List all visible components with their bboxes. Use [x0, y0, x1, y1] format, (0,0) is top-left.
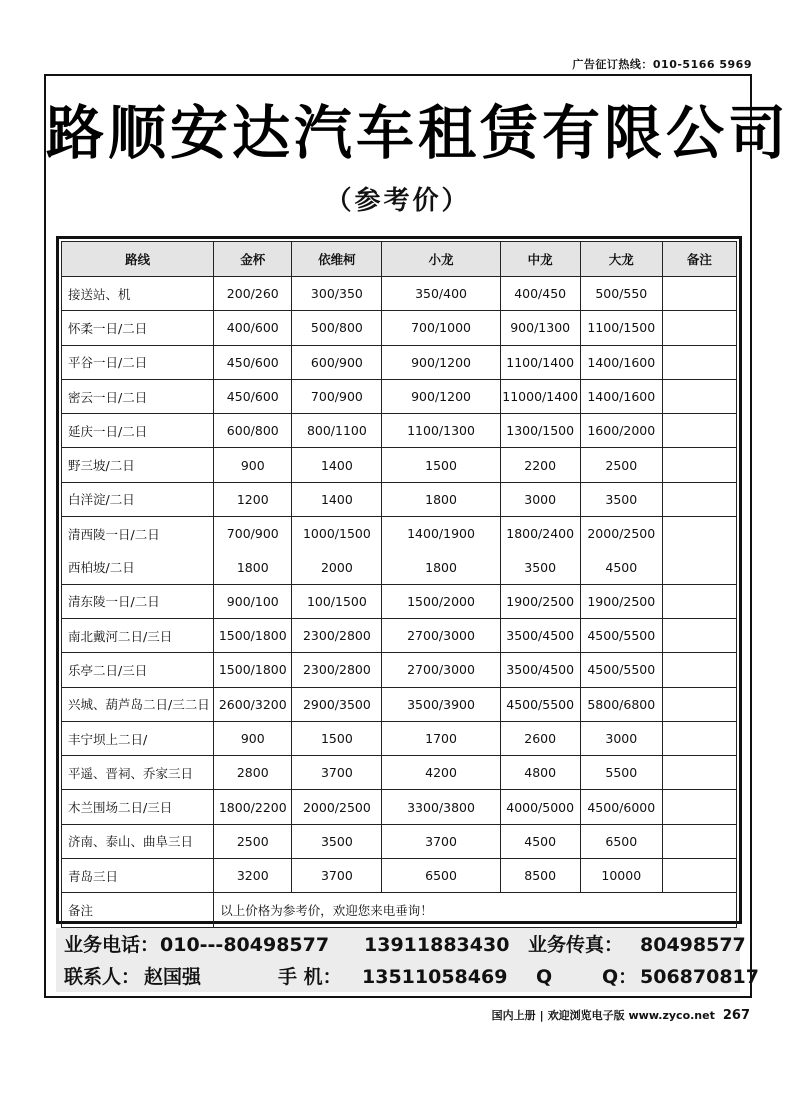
price-subtitle: （参考价）: [325, 186, 471, 216]
price-cell: 6500: [580, 824, 662, 858]
table-row: [62, 859, 737, 893]
price-cell: 1500/2000: [382, 584, 500, 618]
price-cell: 3500/4500: [500, 653, 580, 687]
price-cell: 4200: [382, 756, 500, 790]
price-cell: 2600/3200: [214, 687, 292, 721]
person-label: 联系人：: [64, 966, 141, 988]
table-row: [62, 653, 737, 687]
price-cell: 400/450: [500, 277, 580, 311]
table-row: [62, 687, 737, 721]
person-name: 赵国强: [144, 966, 202, 988]
price-cell: 2000: [292, 550, 382, 584]
price-cell: 3000: [580, 721, 662, 755]
price-cell: 450/600: [214, 379, 292, 413]
route-cell: 青岛三日: [62, 859, 214, 893]
route-cell: 木兰围场二日/三日: [62, 790, 214, 824]
price-cell: 450/600: [214, 345, 292, 379]
price-cell: 700/900: [214, 517, 292, 551]
price-cell: [662, 448, 736, 482]
phone-label: 业务电话：: [64, 934, 160, 956]
price-cell: 2800: [214, 756, 292, 790]
price-cell: 900/1200: [382, 345, 500, 379]
table-row: [62, 414, 737, 448]
price-cell: 1500: [292, 721, 382, 755]
price-cell: [662, 277, 736, 311]
table-row: [62, 618, 737, 652]
table-row: [62, 550, 737, 584]
price-cell: 3000: [500, 482, 580, 516]
price-cell: 1900/2500: [500, 584, 580, 618]
price-cell: 2500: [214, 824, 292, 858]
price-cell: 6500: [382, 859, 500, 893]
price-cell: 3700: [292, 859, 382, 893]
price-cell: 3500: [500, 550, 580, 584]
price-cell: [662, 517, 736, 551]
price-cell: [662, 721, 736, 755]
price-cell: 1700: [382, 721, 500, 755]
route-cell: 清东陵一日/二日: [62, 584, 214, 618]
price-cell: 1300/1500: [500, 414, 580, 448]
price-cell: 400/600: [214, 311, 292, 345]
price-cell: [662, 379, 736, 413]
price-cell: [662, 790, 736, 824]
price-cell: [662, 482, 736, 516]
price-cell: 4500/5500: [580, 618, 662, 652]
price-cell: 5800/6800: [580, 687, 662, 721]
price-cell: 8500: [500, 859, 580, 893]
price-cell: [662, 653, 736, 687]
price-cell: 2500: [580, 448, 662, 482]
price-cell: [662, 345, 736, 379]
page-number: 267: [722, 1008, 750, 1023]
price-cell: 4500: [500, 824, 580, 858]
price-cell: 900/1200: [382, 379, 500, 413]
route-cell: 延庆一日/二日: [62, 414, 214, 448]
fax-number: 80498577: [640, 934, 746, 956]
price-cell: 1100/1400: [500, 345, 580, 379]
price-cell: 1800/2400: [500, 517, 580, 551]
note-label: 备注: [62, 893, 214, 927]
qq-label: Q：: [602, 966, 638, 988]
route-cell: 西柏坡/二日: [62, 550, 214, 584]
route-cell: 平遥、晋祠、乔家三日: [62, 756, 214, 790]
price-cell: 1500/1800: [214, 653, 292, 687]
qq-number: 506870817: [640, 966, 759, 988]
phone-number: 010---80498577: [160, 934, 330, 956]
price-cell: 2200: [500, 448, 580, 482]
column-header: 中龙: [500, 242, 580, 277]
price-cell: 4800: [500, 756, 580, 790]
price-cell: 1000/1500: [292, 517, 382, 551]
note-row: [62, 893, 737, 927]
price-cell: 2000/2500: [580, 517, 662, 551]
mobile-label: 手 机：: [278, 966, 342, 988]
price-cell: 3700: [382, 824, 500, 858]
price-cell: 1400: [292, 482, 382, 516]
price-cell: 1100/1300: [382, 414, 500, 448]
table-row: [62, 482, 737, 516]
mobile-number: 13511058469: [362, 966, 508, 988]
price-cell: 200/260: [214, 277, 292, 311]
price-cell: 3500/3900: [382, 687, 500, 721]
footer-section: 国内上册: [491, 1009, 536, 1022]
price-cell: 4500/5500: [500, 687, 580, 721]
price-cell: 2600: [500, 721, 580, 755]
table-body: [62, 277, 737, 928]
price-cell: 1800/2200: [214, 790, 292, 824]
price-cell: 2300/2800: [292, 653, 382, 687]
price-cell: 1400: [292, 448, 382, 482]
column-header: 大龙: [580, 242, 662, 277]
column-header: 金杯: [214, 242, 292, 277]
price-cell: 1400/1600: [580, 345, 662, 379]
price-cell: 700/1000: [382, 311, 500, 345]
price-cell: 900/100: [214, 584, 292, 618]
route-cell: 济南、泰山、曲阜三日: [62, 824, 214, 858]
table-row: [62, 379, 737, 413]
price-cell: 500/800: [292, 311, 382, 345]
price-cell: 1600/2000: [580, 414, 662, 448]
route-cell: 兴城、葫芦岛二日/三二日: [62, 687, 214, 721]
price-cell: 350/400: [382, 277, 500, 311]
price-cell: 3700: [292, 756, 382, 790]
price-cell: 900/1300: [500, 311, 580, 345]
price-cell: 1400/1900: [382, 517, 500, 551]
table-row: [62, 448, 737, 482]
price-cell: [662, 756, 736, 790]
route-cell: 密云一日/二日: [62, 379, 214, 413]
route-cell: 怀柔一日/二日: [62, 311, 214, 345]
price-cell: [662, 824, 736, 858]
table-row: [62, 824, 737, 858]
price-cell: 10000: [580, 859, 662, 893]
price-cell: 1100/1500: [580, 311, 662, 345]
price-cell: 3500: [292, 824, 382, 858]
price-cell: [662, 311, 736, 345]
price-cell: 4000/5000: [500, 790, 580, 824]
price-cell: 800/1100: [292, 414, 382, 448]
contact-row-phone: [64, 930, 746, 960]
price-cell: 2900/3500: [292, 687, 382, 721]
price-cell: 4500: [580, 550, 662, 584]
price-cell: 2700/3000: [382, 618, 500, 652]
page-footer: [492, 1007, 750, 1023]
route-cell: 白洋淀/二日: [62, 482, 214, 516]
price-cell: [662, 687, 736, 721]
price-cell: 3300/3800: [382, 790, 500, 824]
mobile-number-2: 13911883430: [364, 934, 510, 956]
contact-panel: [56, 928, 759, 992]
route-cell: 野三坡/二日: [62, 448, 214, 482]
route-cell: 乐亭二日/三日: [62, 653, 214, 687]
ad-hotline: 广告征订热线：010-5166 5969: [572, 58, 752, 71]
price-cell: 4500/6000: [580, 790, 662, 824]
fax-label: 业务传真：: [528, 934, 624, 956]
price-cell: 600/900: [292, 345, 382, 379]
price-cell: [662, 618, 736, 652]
price-cell: [662, 414, 736, 448]
price-cell: 2000/2500: [292, 790, 382, 824]
company-name: 路顺安达汽车租赁有限公司: [46, 99, 791, 167]
price-cell: 5500: [580, 756, 662, 790]
table-row: [62, 721, 737, 755]
price-cell: 11000/1400: [500, 379, 580, 413]
table-row: [62, 311, 737, 345]
price-cell: [662, 859, 736, 893]
price-cell: 900: [214, 448, 292, 482]
price-cell: 300/350: [292, 277, 382, 311]
price-cell: 700/900: [292, 379, 382, 413]
route-cell: 接送站、机: [62, 277, 214, 311]
price-cell: 1800: [214, 550, 292, 584]
price-cell: 900: [214, 721, 292, 755]
footer-divider: |: [539, 1009, 544, 1022]
table-row: [62, 756, 737, 790]
price-cell: 1800: [382, 482, 500, 516]
price-cell: 600/800: [214, 414, 292, 448]
price-cell: 2700/3000: [382, 653, 500, 687]
column-header: 备注: [662, 242, 736, 277]
contact-row-person: [64, 962, 759, 992]
route-cell: 丰宁坝上二日/: [62, 721, 214, 755]
price-cell: [662, 584, 736, 618]
price-cell: 3200: [214, 859, 292, 893]
price-cell: 1500: [382, 448, 500, 482]
footer-text: 欢迎浏览电子版 www.zyco.net: [547, 1009, 715, 1022]
column-header: 依维柯: [292, 242, 382, 277]
price-cell: 500/550: [580, 277, 662, 311]
price-cell: 3500/4500: [500, 618, 580, 652]
price-cell: 100/1500: [292, 584, 382, 618]
table-header-row: [62, 242, 737, 277]
price-cell: 2300/2800: [292, 618, 382, 652]
price-table: [61, 241, 737, 928]
table-row: [62, 790, 737, 824]
table-row: [62, 584, 737, 618]
price-cell: 1800: [382, 550, 500, 584]
price-cell: 3500: [580, 482, 662, 516]
ad-frame: [44, 74, 791, 998]
table-row: [62, 277, 737, 311]
q-label: Q: [536, 966, 553, 988]
note-text: 以上价格为参考价，欢迎您来电垂询！: [214, 893, 737, 927]
route-cell: 清西陵一日/二日: [62, 517, 214, 551]
route-cell: 南北戴河二日/三日: [62, 618, 214, 652]
price-cell: 4500/5500: [580, 653, 662, 687]
table-row: [62, 517, 737, 551]
column-header: 小龙: [382, 242, 500, 277]
price-table-box: [56, 236, 742, 924]
price-cell: 1500/1800: [214, 618, 292, 652]
table-row: [62, 345, 737, 379]
column-header: 路线: [62, 242, 214, 277]
price-cell: 1200: [214, 482, 292, 516]
price-cell: [662, 550, 736, 584]
route-cell: 平谷一日/二日: [62, 345, 214, 379]
price-cell: 1400/1600: [580, 379, 662, 413]
price-cell: 1900/2500: [580, 584, 662, 618]
